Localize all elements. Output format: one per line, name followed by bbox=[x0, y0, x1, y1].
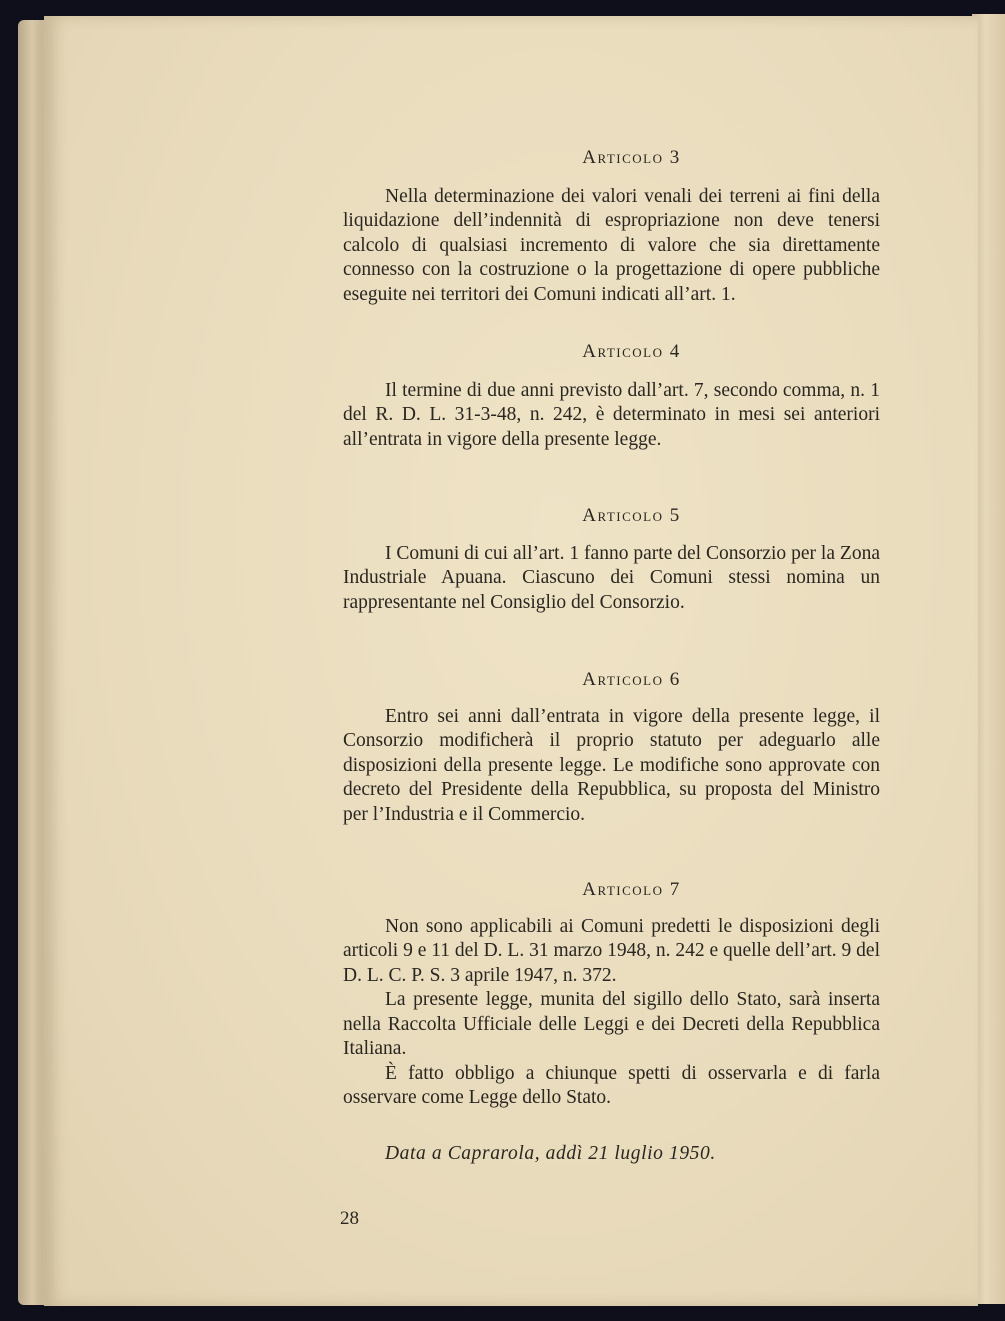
article-6 bbox=[343, 668, 880, 827]
article-paragraph: Non sono applicabili ai Comuni predetti le disposizioni degli articoli 9 e 11 del D. L. 31 marzo 1948, n. 242 e quelle dell’art. 9 del D. L. C. P. S. 3 aprile 1947, n. 372. bbox=[343, 915, 880, 986]
article-4 bbox=[343, 340, 880, 452]
article-paragraph: Entro sei anni dall’entrata in vigore della presente legge, il Consorzio modificherà il proprio statuto per adeguarlo alle disposizioni della presente legge. Le modifiche sono approvate con decreto del Presidente della Repubblica, su proposta del Ministro per l’Industria e il Commercio. bbox=[343, 705, 880, 825]
article-5 bbox=[343, 504, 880, 615]
article-paragraph: I Comuni di cui all’art. 1 fanno parte del Consorzio per la Zona Industriale Apuana. Ciascuno dei Comuni stessi nomina un rappresentante nel Consiglio del Consorzio. bbox=[343, 542, 880, 613]
article-heading: Articolo 4 bbox=[582, 341, 681, 362]
date-line: Data a Caprarola, addì 21 luglio 1950. bbox=[385, 1142, 716, 1164]
article-heading: Articolo 3 bbox=[582, 147, 681, 168]
document-body bbox=[343, 140, 880, 1166]
article-paragraph: Il termine di due anni previsto dall’art. 7, secondo comma, n. 1 del R. D. L. 31-3-48, n. 242, è determinato in mesi sei anteriori all’entrata in vigore della presente legge. bbox=[343, 379, 880, 450]
page-number: 28 bbox=[340, 1208, 359, 1229]
article-7 bbox=[343, 878, 880, 1111]
article-heading: Articolo 5 bbox=[582, 505, 681, 526]
article-paragraph: La presente legge, munita del sigillo dello Stato, sarà inserta nella Raccolta Ufficiale delle Leggi e dei Decreti della Repubblica Italiana. bbox=[343, 989, 880, 1059]
article-paragraph: È fatto obbligo a chiunque spetti di osservarla e di farla osservare come Legge dello Stato. bbox=[343, 1062, 880, 1108]
article-heading: Articolo 6 bbox=[582, 669, 681, 690]
article-3 bbox=[343, 146, 880, 307]
article-paragraph: Nella determinazione dei valori venali dei terreni ai fini della liquidazione dell’indennità di espropriazione non deve tenersi calcolo di qualsiasi incremento di valore che sia direttamente connesso con la costruzione o la progettazione di opere pubbliche eseguite nei territori dei Comuni indicati all’art. 1. bbox=[343, 185, 880, 305]
article-heading: Articolo 7 bbox=[582, 879, 681, 900]
